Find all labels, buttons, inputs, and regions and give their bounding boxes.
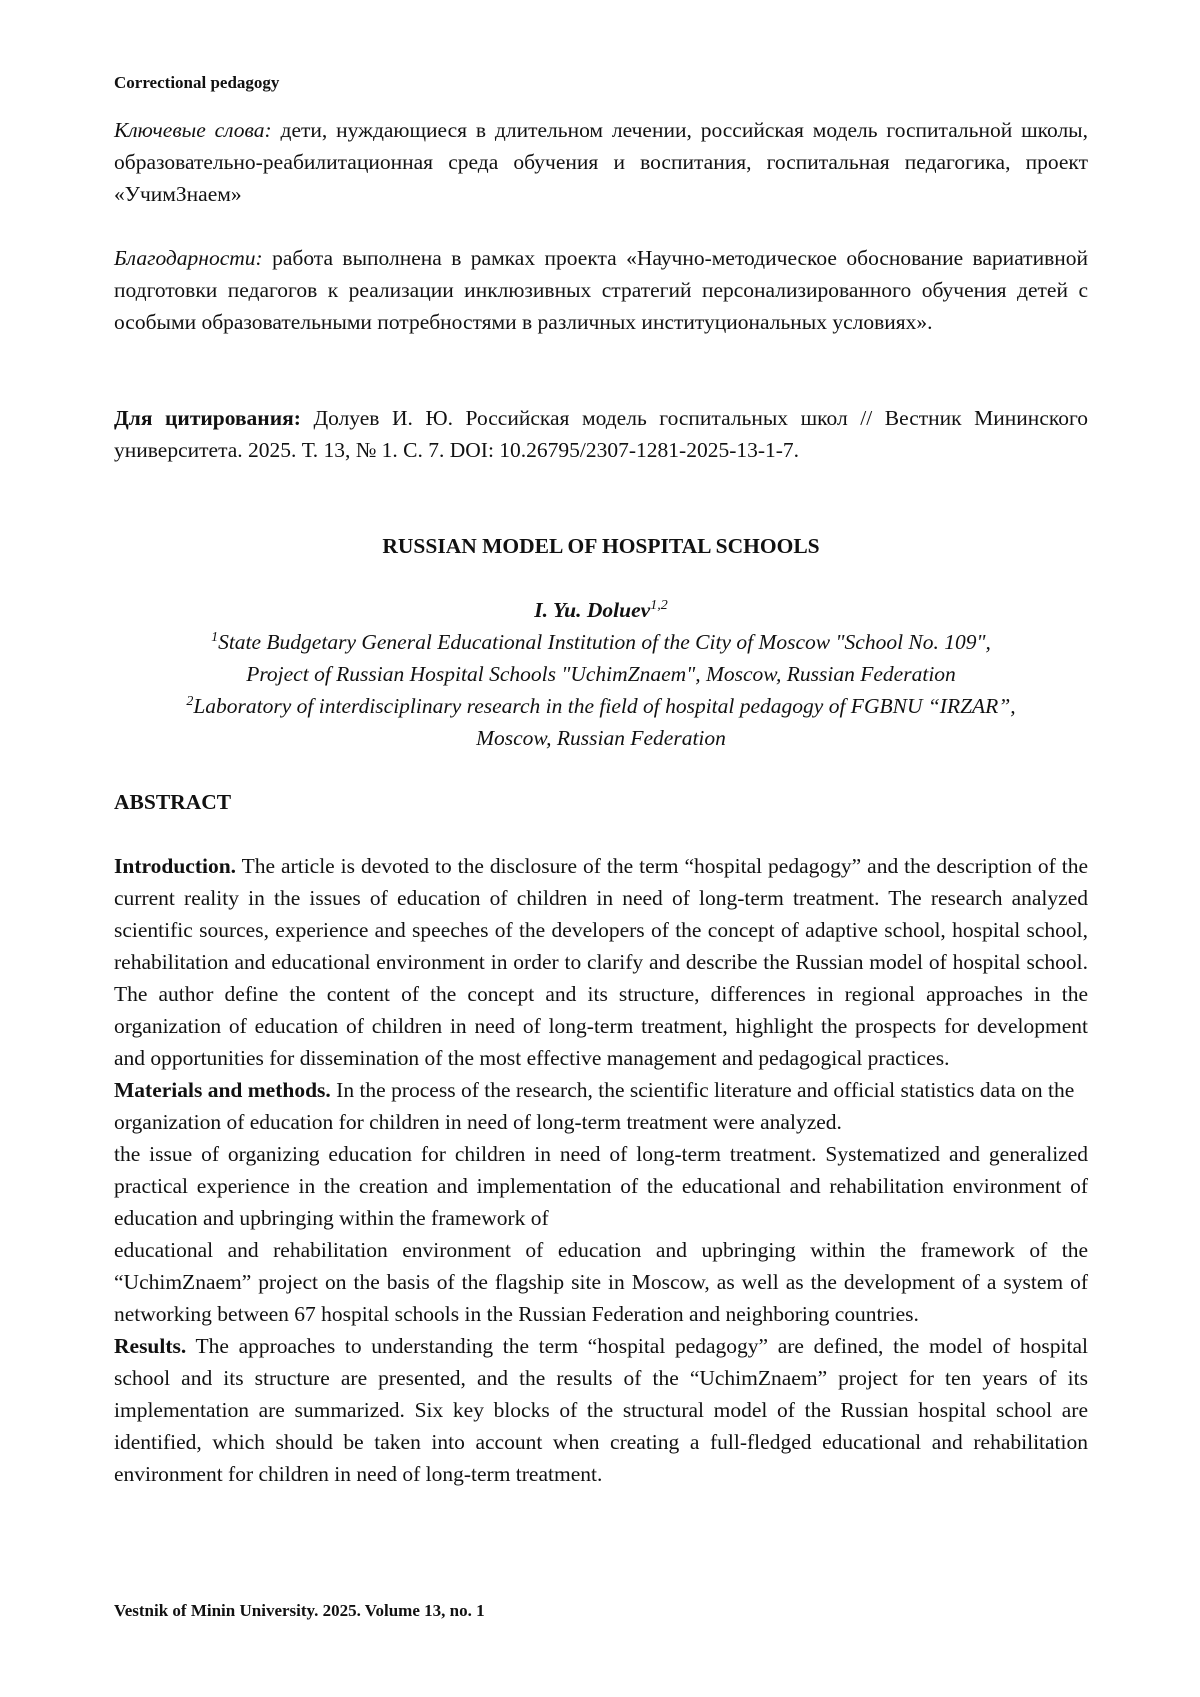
- affiliation-2-line-1: [114, 690, 1088, 722]
- ru-citation-label: Для цитирования:: [114, 406, 301, 430]
- affiliation-1-text-1: State Budgetary General Educational Institution of the City of Moscow "School No. 109",: [218, 630, 991, 654]
- article-title: RUSSIAN MODEL OF HOSPITAL SCHOOLS: [114, 530, 1088, 562]
- affiliation-2-superscript: 2: [186, 694, 193, 709]
- ru-thanks-paragraph: [114, 242, 1088, 338]
- results-label: Results.: [114, 1334, 186, 1358]
- abstract-methods-repeat: educational and rehabilitation environment of education and upbringing within the framework of the “UchimZnaem” project on the basis of the flagship site in Moscow, as well as the development of a system of networking between 67 hospital schools in the Russian Federation and neighboring countries.: [114, 1234, 1088, 1330]
- ru-thanks-text: работа выполнена в рамках проекта «Научно-методическое обоснование вариативной подготовки педагогов к реализации инклюзивных стратегий персонализированного обучения детей с особыми образовательными потребностями в различных институциональных условиях».: [114, 246, 1088, 334]
- introduction-label: Introduction.: [114, 854, 236, 878]
- ru-thanks-label: Благодарности:: [114, 246, 263, 270]
- author-superscript: 1,2: [650, 598, 668, 613]
- author-line: [114, 594, 1088, 626]
- abstract-introduction: [114, 850, 1088, 1074]
- affiliation-1-line-2: Project of Russian Hospital Schools "UchimZnaem", Moscow, Russian Federation: [114, 658, 1088, 690]
- methods-label: Materials and methods.: [114, 1078, 331, 1102]
- ru-citation-text: Долуев И. Ю. Российская модель госпитальных школ // Вестник Мининского университета. 2025. Т. 13, № 1. С. 7. DOI: 10.26795/2307-1281-2025-13-1-7.: [114, 406, 1088, 462]
- affiliation-2-text-1: Laboratory of interdisciplinary research in the field of hospital pedagogy of FGBNU “IRZAR”,: [193, 694, 1015, 718]
- results-text: The approaches to understanding the term “hospital pedagogy” are defined, the model of hospital school and its structure are presented, and the results of the “UchimZnaem” project for ten years of its implementation are summarized. Six key blocks of the structural model of the Russian hospital school are identified, which should be taken into account when creating a full-fledged educational and rehabilitation environment for children in need of long-term treatment.: [114, 1334, 1088, 1486]
- abstract-body: [114, 850, 1088, 1490]
- author-name: I. Yu. Doluev: [534, 598, 650, 622]
- paper-page: [0, 0, 1200, 1697]
- ru-keywords-label: Ключевые слова:: [114, 118, 272, 142]
- ru-thanks-block: [114, 242, 1088, 338]
- abstract-results: [114, 1330, 1088, 1490]
- ru-citation-paragraph: [114, 402, 1088, 466]
- abstract-methods-continued: the issue of organizing education for children in need of long-term treatment. Systematized and generalized practical experience in the creation and implementation of the educational and rehabilitation environment of education and upbringing within the framework of: [114, 1138, 1088, 1234]
- affiliation-1-line-1: [114, 626, 1088, 658]
- abstract-methods: [114, 1074, 1088, 1138]
- ru-citation-block: [114, 402, 1088, 466]
- introduction-text: The article is devoted to the disclosure of the term “hospital pedagogy” and the description of the current reality in the issues of education of children in need of long-term treatment. The research analyzed scientific sources, experience and speeches of the developers of the concept of adaptive school, hospital school, rehabilitation and educational environment in order to clarify and describe the Russian model of hospital school. The author define the content of the concept and its structure, differences in regional approaches in the organization of education of children in need of long-term treatment, highlight the prospects for development and opportunities for dissemination of the most effective management and pedagogical practices.: [114, 854, 1088, 1070]
- author-block: [114, 594, 1088, 754]
- methods-text-1: In the process of the research, the scientific literature and official statistics data on the organization of education for children in need of long-term treatment were analyzed.: [114, 1078, 1074, 1134]
- abstract-heading: ABSTRACT: [114, 786, 231, 818]
- affiliation-2-line-2: Moscow, Russian Federation: [114, 722, 1088, 754]
- journal-footer: Vestnik of Minin University. 2025. Volume 13, no. 1: [114, 1600, 485, 1622]
- running-head: Correctional pedagogy: [114, 72, 279, 94]
- ru-keywords-block: [114, 114, 1088, 210]
- ru-keywords-paragraph: [114, 114, 1088, 210]
- ru-keywords-text: дети, нуждающиеся в длительном лечении, российская модель госпитальной школы, образовательно-реабилитационная среда обучения и воспитания, госпитальная педагогика, проект «УчимЗнаем»: [114, 118, 1088, 206]
- affiliation-1-superscript: 1: [211, 630, 218, 645]
